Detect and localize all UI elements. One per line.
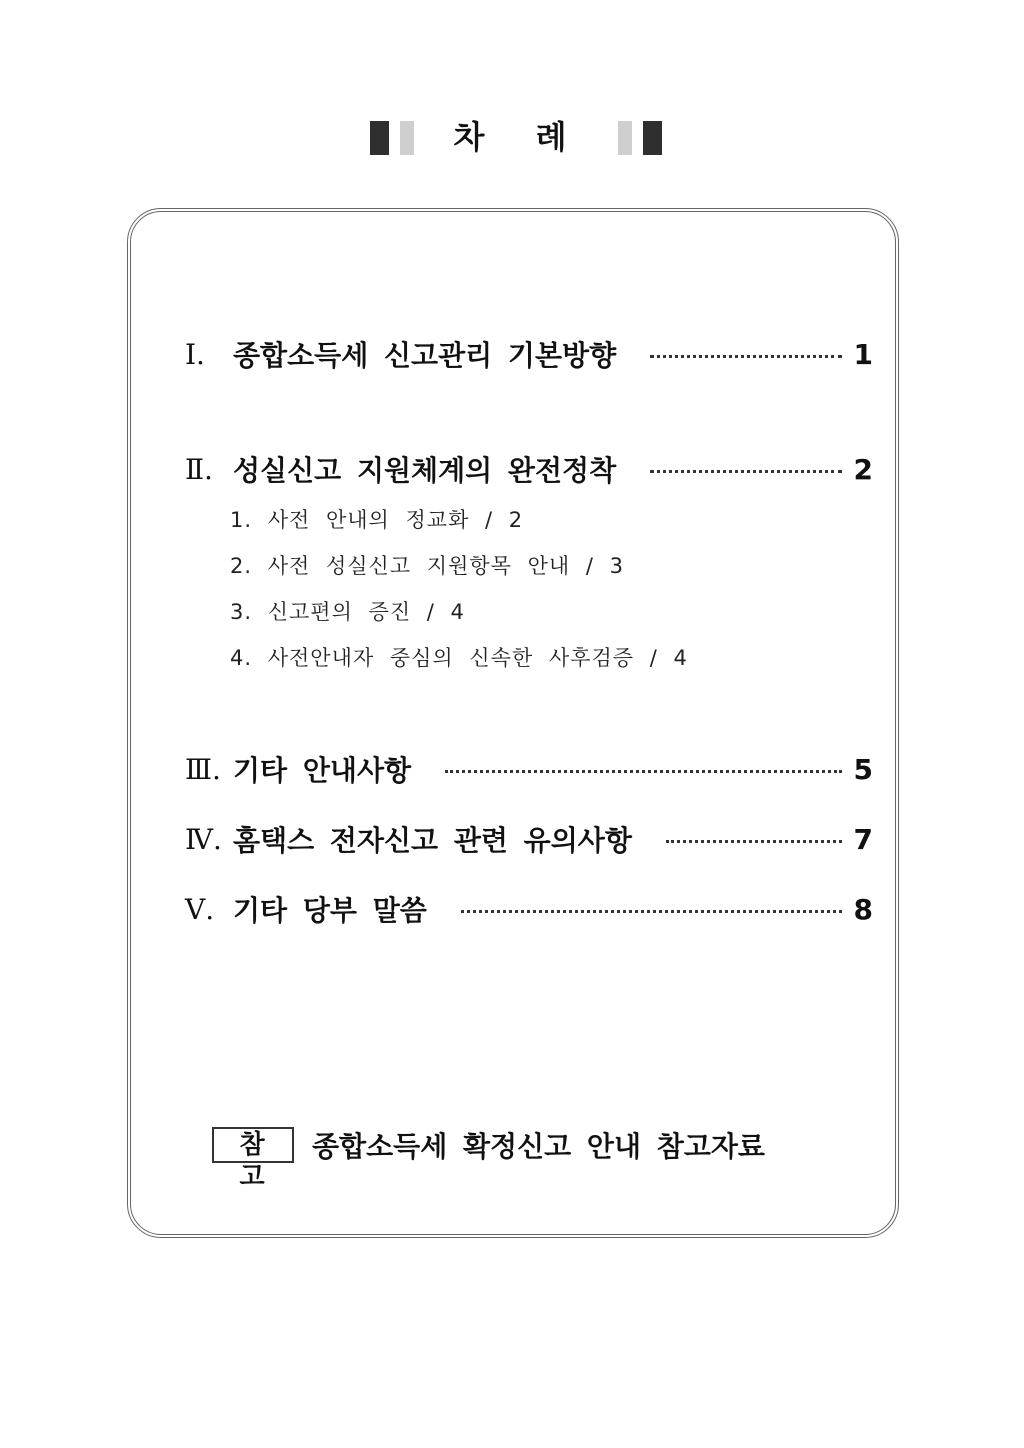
toc-entry-heading: 성실신고 지원체계의 완전정착 [233,454,617,487]
reference-label-box: 참 고 [212,1127,294,1163]
toc-entry-numeral: Ⅲ. [185,752,221,786]
toc-entry-heading: 기타 안내사항 [233,754,412,787]
toc-entry-page: 5 [853,752,873,786]
title-decor-bar [618,121,632,155]
dot-leader [650,470,841,473]
toc-entry[interactable] [185,334,873,374]
toc-entry-page: 7 [853,822,873,856]
toc-subentry[interactable]: 2. 사전 성실신고 지원항목 안내 / 3 [230,554,624,578]
toc-entry[interactable] [185,449,873,489]
toc-entry[interactable] [185,889,873,929]
reference-text: 종합소득세 확정신고 안내 참고자료 [312,1130,765,1163]
toc-entry-page: 1 [853,337,873,371]
toc-entry[interactable] [185,819,873,859]
toc-entry-page: 8 [853,892,873,926]
toc-entry-heading: 홈택스 전자신고 관련 유의사항 [233,824,632,857]
title-decor-bar [643,121,662,155]
toc-entry-numeral: Ⅱ. [185,452,213,486]
toc-entry-page: 2 [853,452,873,486]
dot-leader [461,910,842,913]
title-decor-bar [400,121,414,155]
toc-entry-numeral: Ⅳ. [185,822,222,856]
dot-leader [666,840,842,843]
toc-title-block [0,117,1024,157]
dot-leader [650,355,841,358]
toc-subentry[interactable]: 3. 신고편의 증진 / 4 [230,600,465,624]
dot-leader [445,770,841,773]
toc-entry-heading: 종합소득세 신고관리 기본방향 [233,339,617,372]
toc-entry-heading: 기타 당부 말씀 [233,894,427,927]
toc-subentry[interactable]: 1. 사전 안내의 정교화 / 2 [230,508,524,532]
toc-entry-numeral: Ⅴ. [185,892,215,926]
toc-entry[interactable] [185,749,873,789]
title-decor-bar [370,121,389,155]
reference-entry[interactable] [212,1125,765,1192]
page-title: 차 례 [453,118,587,156]
toc-subentry[interactable]: 4. 사전안내자 중심의 신속한 사후검증 / 4 [230,646,688,670]
toc-entry-numeral: Ⅰ. [185,337,205,371]
